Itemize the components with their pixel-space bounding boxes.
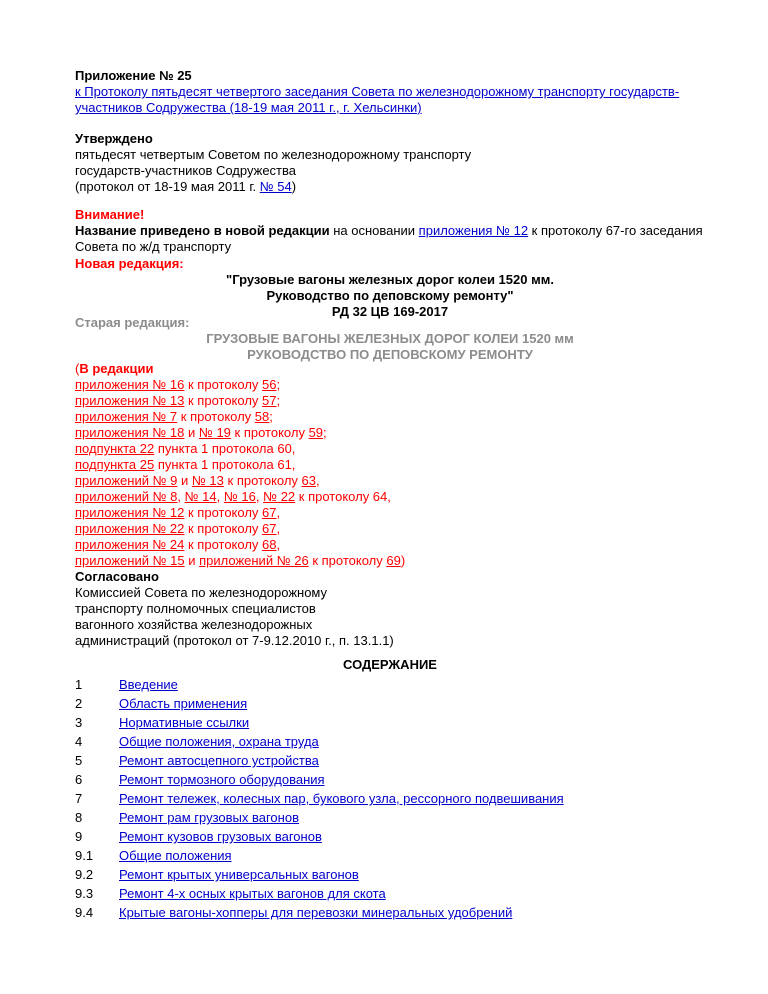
toc-link[interactable]: Ремонт тележек, колесных пар, букового узла, рессорного подвешивания	[119, 791, 564, 806]
revision-link[interactable]: приложений № 15	[75, 553, 185, 568]
appendix-header	[75, 68, 705, 116]
toc-number: 9.1	[75, 848, 94, 863]
agreed-line: Комиссией Совета по железнодорожному	[75, 585, 328, 600]
revision-link[interactable]: 68	[262, 537, 277, 552]
revision-text: и	[184, 425, 199, 440]
title-line: "Грузовые вагоны железных дорог колеи 1520 мм.	[226, 272, 554, 287]
revision-line	[75, 377, 705, 393]
revision-text: ,	[255, 489, 264, 504]
toc-link[interactable]: Ремонт тормозного оборудования	[119, 772, 325, 787]
revision-line	[75, 393, 705, 409]
text: СОДЕРЖАНИЕ	[343, 657, 437, 672]
toc-row	[75, 905, 705, 921]
toc-link[interactable]: Ремонт кузовов грузовых вагонов	[119, 829, 322, 844]
revision-link[interactable]: приложений № 8	[75, 489, 178, 504]
title-line: РД 32 ЦВ 169-2017	[331, 304, 449, 319]
protocol-54-link[interactable]: № 54	[259, 179, 292, 194]
toc-number: 6	[75, 772, 83, 787]
revision-text: к протоколу	[308, 553, 387, 568]
revision-text: к протоколу	[230, 425, 309, 440]
revision-link[interactable]: приложения № 22	[75, 521, 185, 536]
toc-row	[75, 791, 705, 807]
revision-text: ,	[276, 521, 281, 536]
revision-link[interactable]: приложения № 12	[75, 505, 185, 520]
revision-line	[75, 473, 705, 489]
revision-line	[75, 425, 705, 441]
title-line: ГРУЗОВЫЕ ВАГОНЫ ЖЕЛЕЗНЫХ ДОРОГ КОЛЕИ 1520 мм	[206, 331, 574, 346]
revision-text: ;	[269, 409, 273, 424]
toc-row	[75, 867, 705, 883]
toc-link[interactable]: Общие положения	[119, 848, 232, 863]
text: Старая редакция:	[75, 315, 190, 330]
revision-link[interactable]: 67	[262, 505, 277, 520]
toc-number: 1	[75, 677, 83, 692]
toc-link[interactable]: Область применения	[119, 696, 248, 711]
toc-number: 9.4	[75, 905, 94, 920]
toc-number: 9	[75, 829, 83, 844]
revision-line	[75, 489, 705, 505]
revision-text: к протоколу 64,	[295, 489, 391, 504]
revision-link[interactable]: приложения № 13	[75, 393, 185, 408]
approved-line: пятьдесят четвертым Советом по железнодорожному транспорту	[75, 147, 472, 162]
revision-link[interactable]: подпункта 25	[75, 457, 155, 472]
toc-number: 4	[75, 734, 83, 749]
revision-text: к протоколу	[184, 505, 263, 520]
revision-text: ,	[276, 505, 281, 520]
revision-link[interactable]: 63	[301, 473, 317, 488]
revision-text: ,	[177, 489, 185, 504]
toc-number: 2	[75, 696, 83, 711]
agreed-title: Согласовано	[75, 569, 159, 584]
toc-link[interactable]: Ремонт автосцепного устройства	[119, 753, 319, 768]
toc-row	[75, 829, 705, 845]
toc-number: 9.2	[75, 867, 94, 882]
revision-text: к протоколу	[184, 377, 263, 392]
revision-link[interactable]: 58	[254, 409, 270, 424]
toc-link[interactable]: Общие положения, охрана труда	[119, 734, 319, 749]
toc-row	[75, 715, 705, 731]
revision-link[interactable]: приложения № 24	[75, 537, 185, 552]
toc-title	[75, 657, 705, 673]
revision-link[interactable]: 69	[386, 553, 401, 568]
revision-link[interactable]: 56	[262, 377, 277, 392]
toc-row	[75, 677, 705, 693]
appendix-12-link[interactable]: приложения № 12	[418, 223, 529, 238]
revision-line	[75, 505, 705, 521]
revision-text: и	[177, 473, 192, 488]
attention-label: Внимание!	[75, 207, 145, 222]
toc-row	[75, 772, 705, 788]
toc-link[interactable]: Ремонт крытых универсальных вагонов	[119, 867, 359, 882]
revision-text: ;	[276, 377, 281, 392]
title-line: РУКОВОДСТВО ПО ДЕПОВСКОМУ РЕМОНТУ	[247, 347, 533, 362]
revision-line	[75, 457, 705, 473]
toc-row	[75, 810, 705, 826]
revision-link[interactable]: приложений № 26	[199, 553, 309, 568]
revision-line	[75, 537, 705, 553]
revision-text: пункта 1 протокола 61,	[154, 457, 296, 472]
toc-row	[75, 848, 705, 864]
new-edition-title	[75, 272, 705, 320]
revision-text: ;	[323, 425, 327, 440]
toc-link[interactable]: Ремонт рам грузовых вагонов	[119, 810, 299, 825]
text: (	[75, 361, 80, 376]
revision-text: к протоколу	[184, 393, 263, 408]
revision-text: к протоколу	[184, 521, 263, 536]
title-line: Руководство по деповскому ремонту"	[266, 288, 514, 303]
approved-title: Утверждено	[75, 131, 153, 146]
revision-link[interactable]: приложения № 18	[75, 425, 185, 440]
text: Новая редакция:	[75, 256, 184, 271]
protocol-link[interactable]: к Протоколу пятьдесят четвертого заседания Совета по железнодорожному транспорту государств-участников Содружества (18-19 мая 2011 г., г. Хельсинки)	[75, 84, 680, 115]
toc-row	[75, 886, 705, 902]
appendix-title: Приложение № 25	[75, 68, 192, 83]
revision-link[interactable]: 67	[262, 521, 277, 536]
revision-link[interactable]: № 19	[198, 425, 231, 440]
new-edition-label	[75, 256, 705, 272]
text: )	[291, 179, 297, 194]
text: (протокол от 18-19 мая 2011 г.	[75, 179, 260, 194]
revision-link[interactable]: приложения № 7	[75, 409, 178, 424]
agreed-line: транспорту полномочных специалистов	[75, 601, 316, 616]
attention-text-line2: Совета по ж/д транспорту	[75, 239, 232, 254]
toc-link[interactable]: Нормативные ссылки	[119, 715, 250, 730]
old-edition-label	[75, 315, 705, 331]
text: на основании	[329, 223, 419, 238]
toc-link[interactable]: Ремонт 4-х осных крытых вагонов для скота	[119, 886, 386, 901]
revision-text: пункта 1 протокола 60,	[154, 441, 296, 456]
revisions-list	[75, 361, 705, 569]
revision-text: к протоколу	[177, 409, 255, 424]
toc-link[interactable]: Введение	[119, 677, 178, 692]
revision-link[interactable]: № 16	[223, 489, 256, 504]
revision-text: и	[184, 553, 200, 568]
revision-lines	[75, 377, 705, 569]
revision-text: )	[400, 553, 406, 568]
attention-text	[75, 223, 705, 239]
revision-text: к протоколу	[223, 473, 302, 488]
revision-text: ,	[216, 489, 224, 504]
revision-link[interactable]: 57	[262, 393, 277, 408]
revision-link[interactable]: приложений № 9	[75, 473, 178, 488]
revision-link[interactable]: № 13	[191, 473, 224, 488]
old-edition-title	[75, 331, 705, 363]
revision-text: ;	[276, 393, 281, 408]
revision-text: ,	[316, 473, 320, 488]
revision-line	[75, 409, 705, 425]
toc-row	[75, 734, 705, 750]
revision-link[interactable]: приложения № 16	[75, 377, 185, 392]
revisions-header	[75, 361, 705, 377]
revision-text: к протоколу	[184, 537, 263, 552]
revision-line	[75, 441, 705, 457]
toc-row	[75, 753, 705, 769]
approved-section	[75, 131, 705, 195]
toc-number: 7	[75, 791, 83, 806]
revision-text: ,	[276, 537, 281, 552]
revision-line	[75, 521, 705, 537]
toc-link[interactable]: Крытые вагоны-хопперы для перевозки минеральных удобрений	[119, 905, 513, 920]
revision-link[interactable]: № 14	[184, 489, 217, 504]
approved-line: государств-участников Содружества	[75, 163, 296, 178]
agreed-line: вагонного хозяйства железнодорожных	[75, 617, 313, 632]
text: Название приведено в новой редакции	[75, 223, 330, 238]
approved-line-protocol	[75, 179, 705, 195]
agreed-line: администраций (протокол от 7-9.12.2010 г., п. 13.1.1)	[75, 633, 394, 648]
toc-number: 3	[75, 715, 83, 730]
revision-line	[75, 553, 705, 569]
toc-number: 5	[75, 753, 83, 768]
text: В редакции	[79, 361, 154, 376]
revision-link[interactable]: 59	[308, 425, 324, 440]
attention-section	[75, 207, 705, 255]
revision-link[interactable]: № 22	[263, 489, 296, 504]
text: к протоколу 67-го заседания	[528, 223, 703, 238]
toc-number: 8	[75, 810, 83, 825]
toc-row	[75, 696, 705, 712]
agreed-section	[75, 569, 705, 649]
toc-number: 9.3	[75, 886, 94, 901]
revision-link[interactable]: подпункта 22	[75, 441, 155, 456]
